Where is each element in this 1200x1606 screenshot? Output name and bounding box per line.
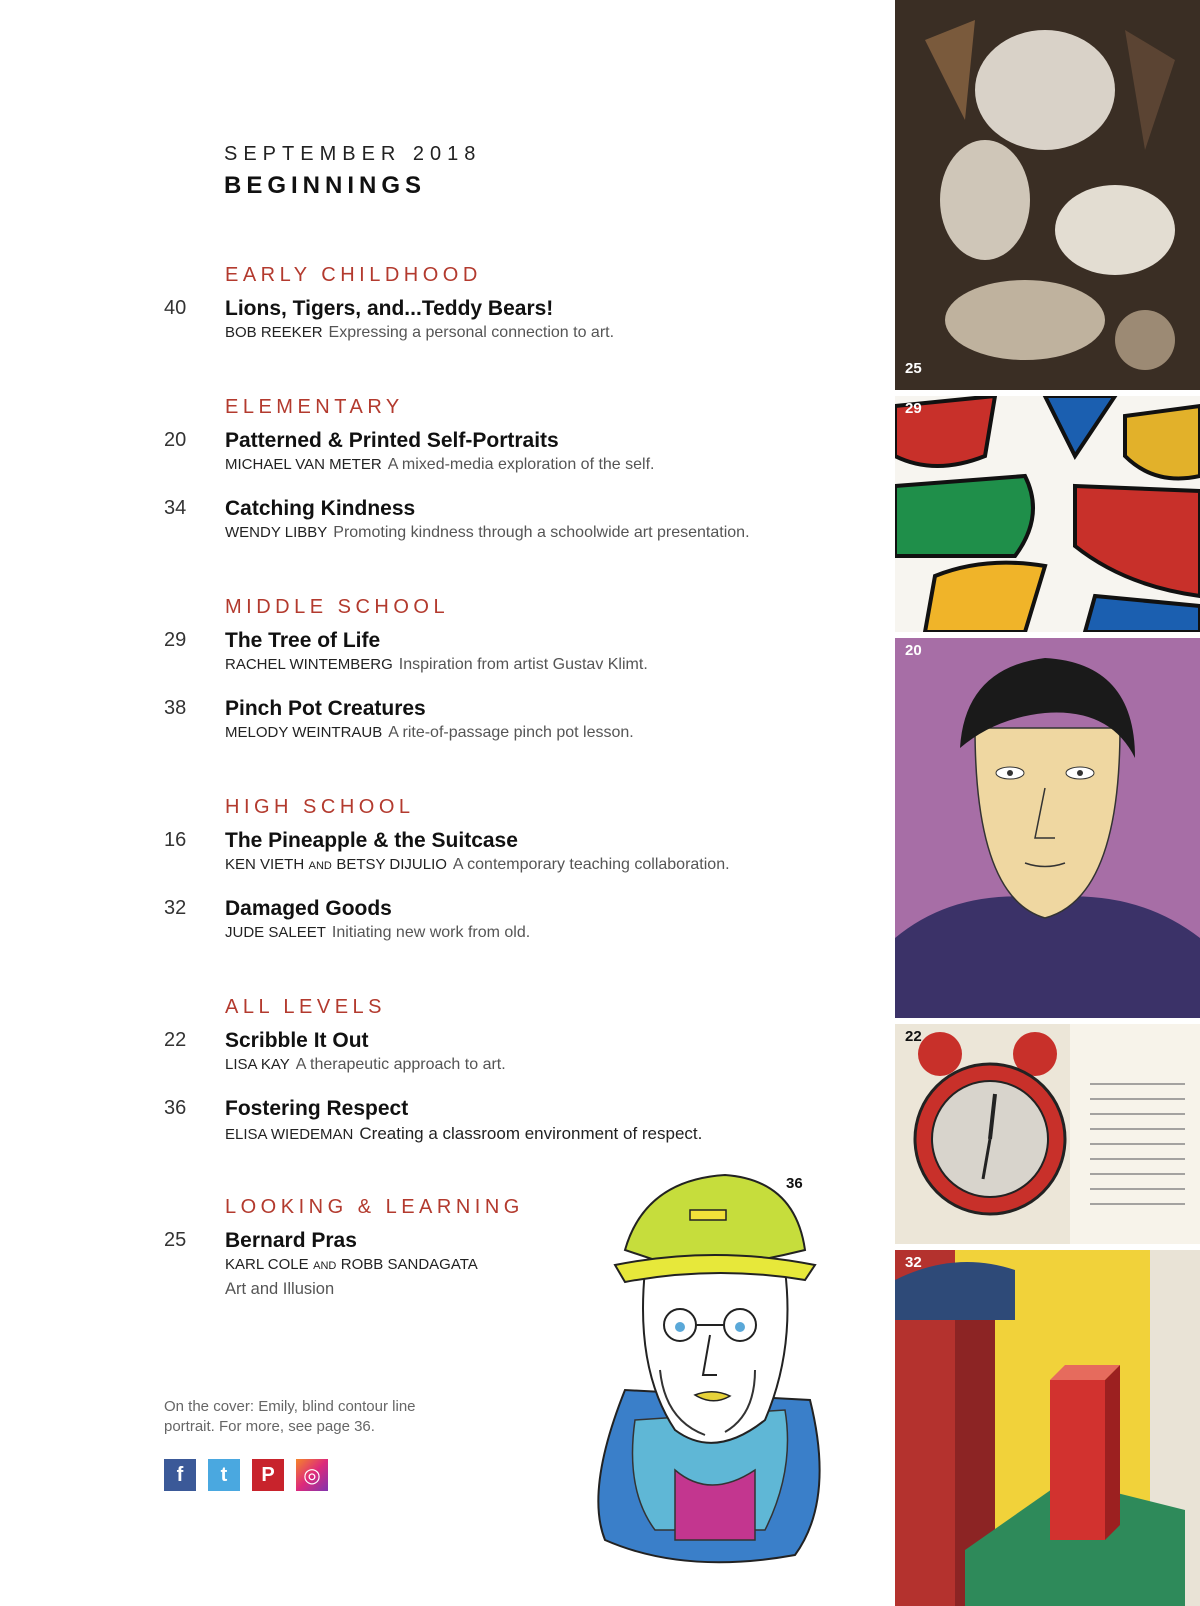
thumbnail-page-label: 32	[905, 1254, 922, 1271]
thumbnail-damaged-goods[interactable]	[895, 1250, 1200, 1606]
section-heading-early-childhood: EARLY CHILDHOOD	[225, 264, 482, 286]
issue-theme: BEGINNINGS	[224, 172, 427, 199]
article-title[interactable]: Bernard Pras	[225, 1229, 357, 1252]
twitter-icon[interactable]: t	[208, 1459, 240, 1491]
article-title[interactable]: The Pineapple & the Suitcase	[225, 829, 518, 852]
section-heading-looking-learning: LOOKING & LEARNING	[225, 1196, 524, 1218]
issue-date: SEPTEMBER 2018	[224, 143, 482, 165]
cover-note: On the cover: Emily, blind contour line portrait. For more, see page 36.	[164, 1398, 416, 1435]
byline	[225, 656, 648, 674]
article-description: A mixed-media exploration of the self.	[387, 456, 655, 473]
author: KARL COLE	[225, 1256, 309, 1273]
article-title[interactable]: Damaged Goods	[225, 897, 392, 920]
thumbnail-page-label: 25	[905, 360, 922, 377]
page-number: 20	[164, 429, 187, 451]
byline	[225, 324, 614, 342]
author: ELISA WIEDEMAN	[225, 1126, 354, 1143]
toc-entry[interactable]	[0, 897, 860, 953]
cover-portrait-image[interactable]	[565, 1170, 850, 1570]
alarm-clock-image	[895, 1024, 1200, 1244]
toc-entry[interactable]	[0, 829, 860, 885]
thumbnail-page-label: 20	[905, 642, 922, 659]
thumbnail-bernard-pras[interactable]	[895, 0, 1200, 390]
article-title[interactable]: Catching Kindness	[225, 497, 416, 520]
author: MELODY WEINTRAUB	[225, 724, 383, 741]
article-title[interactable]: Fostering Respect	[225, 1097, 409, 1120]
author: LISA KAY	[225, 1056, 290, 1073]
author: BETSY DIJULIO	[336, 856, 447, 873]
article-description: A rite-of-passage pinch pot lesson.	[388, 724, 634, 741]
byline	[225, 724, 634, 742]
section-heading-middle-school: MIDDLE SCHOOL	[225, 596, 450, 618]
author: KEN VIETH	[225, 856, 305, 873]
article-description: Promoting kindness through a schoolwide art presentation.	[333, 524, 750, 541]
page-number: 29	[164, 629, 187, 651]
section-heading-high-school: HIGH SCHOOL	[225, 796, 415, 818]
toc-entry[interactable]	[0, 697, 860, 753]
page-number: 38	[164, 697, 187, 719]
instagram-icon[interactable]: ◎	[296, 1459, 328, 1491]
article-description: A contemporary teaching collaboration.	[452, 856, 730, 873]
byline	[225, 924, 530, 942]
patterned-shapes-image	[895, 396, 1200, 632]
article-title[interactable]: Lions, Tigers, and...Teddy Bears!	[225, 297, 554, 320]
self-portrait-image	[895, 638, 1200, 1018]
and-connector: AND	[313, 1260, 337, 1272]
toc-entry[interactable]	[0, 1029, 860, 1085]
thumbnail-page-label: 29	[905, 400, 922, 417]
toc-entry[interactable]	[0, 297, 860, 353]
byline	[225, 1124, 702, 1144]
and-connector: AND	[308, 860, 332, 872]
page-number: 36	[164, 1097, 187, 1119]
section-heading-elementary: ELEMENTARY	[225, 396, 404, 418]
article-title[interactable]: Scribble It Out	[225, 1029, 369, 1052]
sculpture-image	[895, 0, 1200, 390]
article-description: A therapeutic approach to art.	[295, 1056, 506, 1073]
portrait-page-label: 36	[786, 1175, 803, 1192]
thumbnail-sidebar	[895, 0, 1200, 1606]
author: RACHEL WINTEMBERG	[225, 656, 393, 673]
byline	[225, 856, 730, 874]
section-heading-all-levels: ALL LEVELS	[225, 996, 387, 1018]
article-description: Creating a classroom environment of respect.	[359, 1124, 703, 1143]
page-number: 25	[164, 1229, 187, 1251]
toc-entry[interactable]	[0, 1097, 860, 1153]
byline	[225, 524, 750, 542]
toc-entry[interactable]	[0, 497, 860, 553]
article-description: Art and Illusion	[225, 1280, 335, 1298]
article-description: Initiating new work from old.	[331, 924, 531, 941]
thumbnail-tree-of-life[interactable]	[895, 396, 1200, 632]
page-number: 40	[164, 297, 187, 319]
author: WENDY LIBBY	[225, 524, 328, 541]
social-links	[164, 1459, 328, 1491]
toc-entry[interactable]	[0, 429, 860, 485]
article-title[interactable]: Pinch Pot Creatures	[225, 697, 426, 720]
pinterest-icon[interactable]: P	[252, 1459, 284, 1491]
page-number: 34	[164, 497, 187, 519]
author: BOB REEKER	[225, 324, 323, 341]
thumbnail-page-label: 22	[905, 1028, 922, 1045]
page-number: 16	[164, 829, 187, 851]
thumbnail-self-portraits[interactable]	[895, 638, 1200, 1018]
article-title[interactable]: Patterned & Printed Self-Portraits	[225, 429, 559, 452]
byline	[225, 456, 655, 474]
page-number: 22	[164, 1029, 187, 1051]
author: ROBB SANDAGATA	[340, 1256, 478, 1273]
article-title[interactable]: The Tree of Life	[225, 629, 381, 652]
byline	[225, 1056, 506, 1074]
thumbnail-scribble-it-out[interactable]	[895, 1024, 1200, 1244]
author: JUDE SALEET	[225, 924, 326, 941]
author: MICHAEL VAN METER	[225, 456, 382, 473]
article-description: Expressing a personal connection to art.	[328, 324, 615, 341]
facebook-icon[interactable]: f	[164, 1459, 196, 1491]
toc-entry[interactable]	[0, 629, 860, 685]
page-number: 32	[164, 897, 187, 919]
article-description: Inspiration from artist Gustav Klimt.	[398, 656, 648, 673]
byline	[225, 1256, 478, 1274]
still-life-image	[895, 1250, 1200, 1606]
